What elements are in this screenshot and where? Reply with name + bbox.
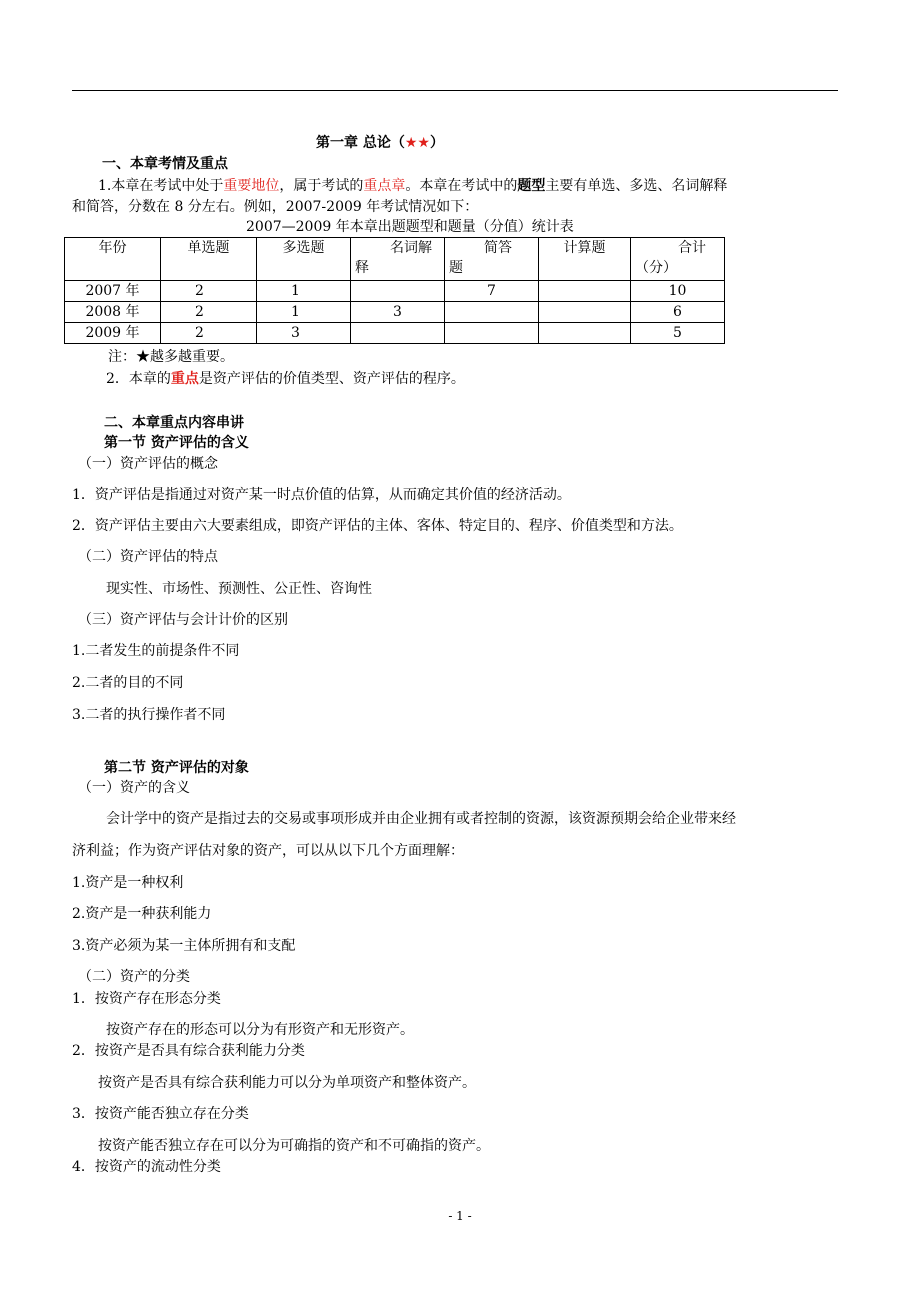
table-row bbox=[65, 281, 725, 302]
table-cell bbox=[445, 302, 539, 323]
table-cell: 10 bbox=[631, 281, 725, 302]
table-cell: 2 bbox=[161, 323, 257, 344]
paragraph-1-line2: 和简答，分数在 8 分左右。例如，2007-2009 年考试情况如下： bbox=[72, 199, 479, 215]
table-cell bbox=[445, 323, 539, 344]
table-header-row bbox=[65, 238, 725, 281]
header-term: 名词解 释 bbox=[351, 238, 445, 281]
list-item: 4．按资产的流动性分类 bbox=[72, 1159, 221, 1175]
header-calculation: 计算题 bbox=[539, 238, 631, 281]
list-item: 3.二者的执行操作者不同 bbox=[72, 707, 226, 723]
table-cell: 2007 年 bbox=[65, 281, 161, 302]
table-note: 注：★越多越重要。 bbox=[108, 349, 234, 365]
table-row bbox=[65, 323, 725, 344]
paragraph: 按资产存在的形态可以分为有形资产和无形资产。 bbox=[106, 1022, 414, 1038]
header-year: 年份 bbox=[65, 238, 161, 281]
table-cell bbox=[539, 302, 631, 323]
features-text: 现实性、市场性、预测性、公正性、咨询性 bbox=[106, 581, 372, 597]
section-heading-1: 一、本章考情及重点 bbox=[102, 156, 228, 172]
page-number: - 1 - bbox=[448, 1209, 472, 1223]
list-item: 1.资产是一种权利 bbox=[72, 875, 184, 891]
table-cell bbox=[539, 281, 631, 302]
list-item: 1．资产评估是指通过对资产某一时点价值的估算，从而确定其价值的经济活动。 bbox=[72, 487, 571, 503]
list-item: 2．资产评估主要由六大要素组成，即资产评估的主体、客体、特定目的、程序、价值类型和方法。 bbox=[72, 518, 683, 534]
section-1-heading: 第一节 资产评估的含义 bbox=[104, 435, 249, 451]
paragraph-2: 2．本章的重点是资产评估的价值类型、资产评估的程序。 bbox=[106, 371, 465, 387]
list-item: 1．按资产存在形态分类 bbox=[72, 991, 221, 1007]
chapter-title: 第一章 总论（★★） bbox=[316, 135, 444, 151]
list-item: 3．按资产能否独立存在分类 bbox=[72, 1106, 249, 1122]
paragraph: 济利益；作为资产评估对象的资产，可以从以下几个方面理解： bbox=[72, 843, 464, 859]
paragraph: 按资产是否具有综合获利能力可以分为单项资产和整体资产。 bbox=[98, 1075, 476, 1091]
list-item: 3.资产必须为某一主体所拥有和支配 bbox=[72, 938, 296, 954]
subheading: （三）资产评估与会计计价的区别 bbox=[78, 612, 288, 628]
subheading: （二）资产评估的特点 bbox=[78, 549, 218, 565]
subheading: （一）资产评估的概念 bbox=[78, 456, 218, 472]
section-heading-2: 二、本章重点内容串讲 bbox=[104, 415, 244, 431]
table-cell: 1 bbox=[257, 302, 351, 323]
list-item: 2.资产是一种获利能力 bbox=[72, 906, 212, 922]
list-item: 2.二者的目的不同 bbox=[72, 675, 184, 691]
table-cell: 5 bbox=[631, 323, 725, 344]
table-cell bbox=[351, 323, 445, 344]
paragraph: 会计学中的资产是指过去的交易或事项形成并由企业拥有或者控制的资源，该资源预期会给企业带来经 bbox=[106, 811, 736, 827]
header-rule bbox=[72, 90, 838, 91]
header-multi-choice: 多选题 bbox=[257, 238, 351, 281]
table-cell: 1 bbox=[257, 281, 351, 302]
header-short-answer: 简答 题 bbox=[445, 238, 539, 281]
table-cell: 2 bbox=[161, 302, 257, 323]
table-cell bbox=[539, 323, 631, 344]
subheading: （二）资产的分类 bbox=[78, 969, 190, 985]
stats-table bbox=[64, 237, 725, 344]
table-cell: 7 bbox=[445, 281, 539, 302]
header-single-choice: 单选题 bbox=[161, 238, 257, 281]
table-cell: 3 bbox=[351, 302, 445, 323]
paragraph: 按资产能否独立存在可以分为可确指的资产和不可确指的资产。 bbox=[98, 1138, 490, 1154]
paragraph-1: 1.本章在考试中处于重要地位，属于考试的重点章。本章在考试中的题型主要有单选、多选、名词解释 bbox=[98, 178, 728, 194]
table-caption: 2007—2009 年本章出题题型和题量（分值）统计表 bbox=[246, 219, 574, 235]
table-cell bbox=[351, 281, 445, 302]
table-cell: 3 bbox=[257, 323, 351, 344]
table-cell: 6 bbox=[631, 302, 725, 323]
table-cell: 2009 年 bbox=[65, 323, 161, 344]
table-cell: 2 bbox=[161, 281, 257, 302]
table-cell: 2008 年 bbox=[65, 302, 161, 323]
section-2-heading: 第二节 资产评估的对象 bbox=[104, 760, 249, 776]
header-total: 合计 （分） bbox=[631, 238, 725, 281]
subheading: （一）资产的含义 bbox=[78, 780, 190, 796]
list-item: 1.二者发生的前提条件不同 bbox=[72, 643, 240, 659]
table-row bbox=[65, 302, 725, 323]
list-item: 2．按资产是否具有综合获利能力分类 bbox=[72, 1043, 305, 1059]
